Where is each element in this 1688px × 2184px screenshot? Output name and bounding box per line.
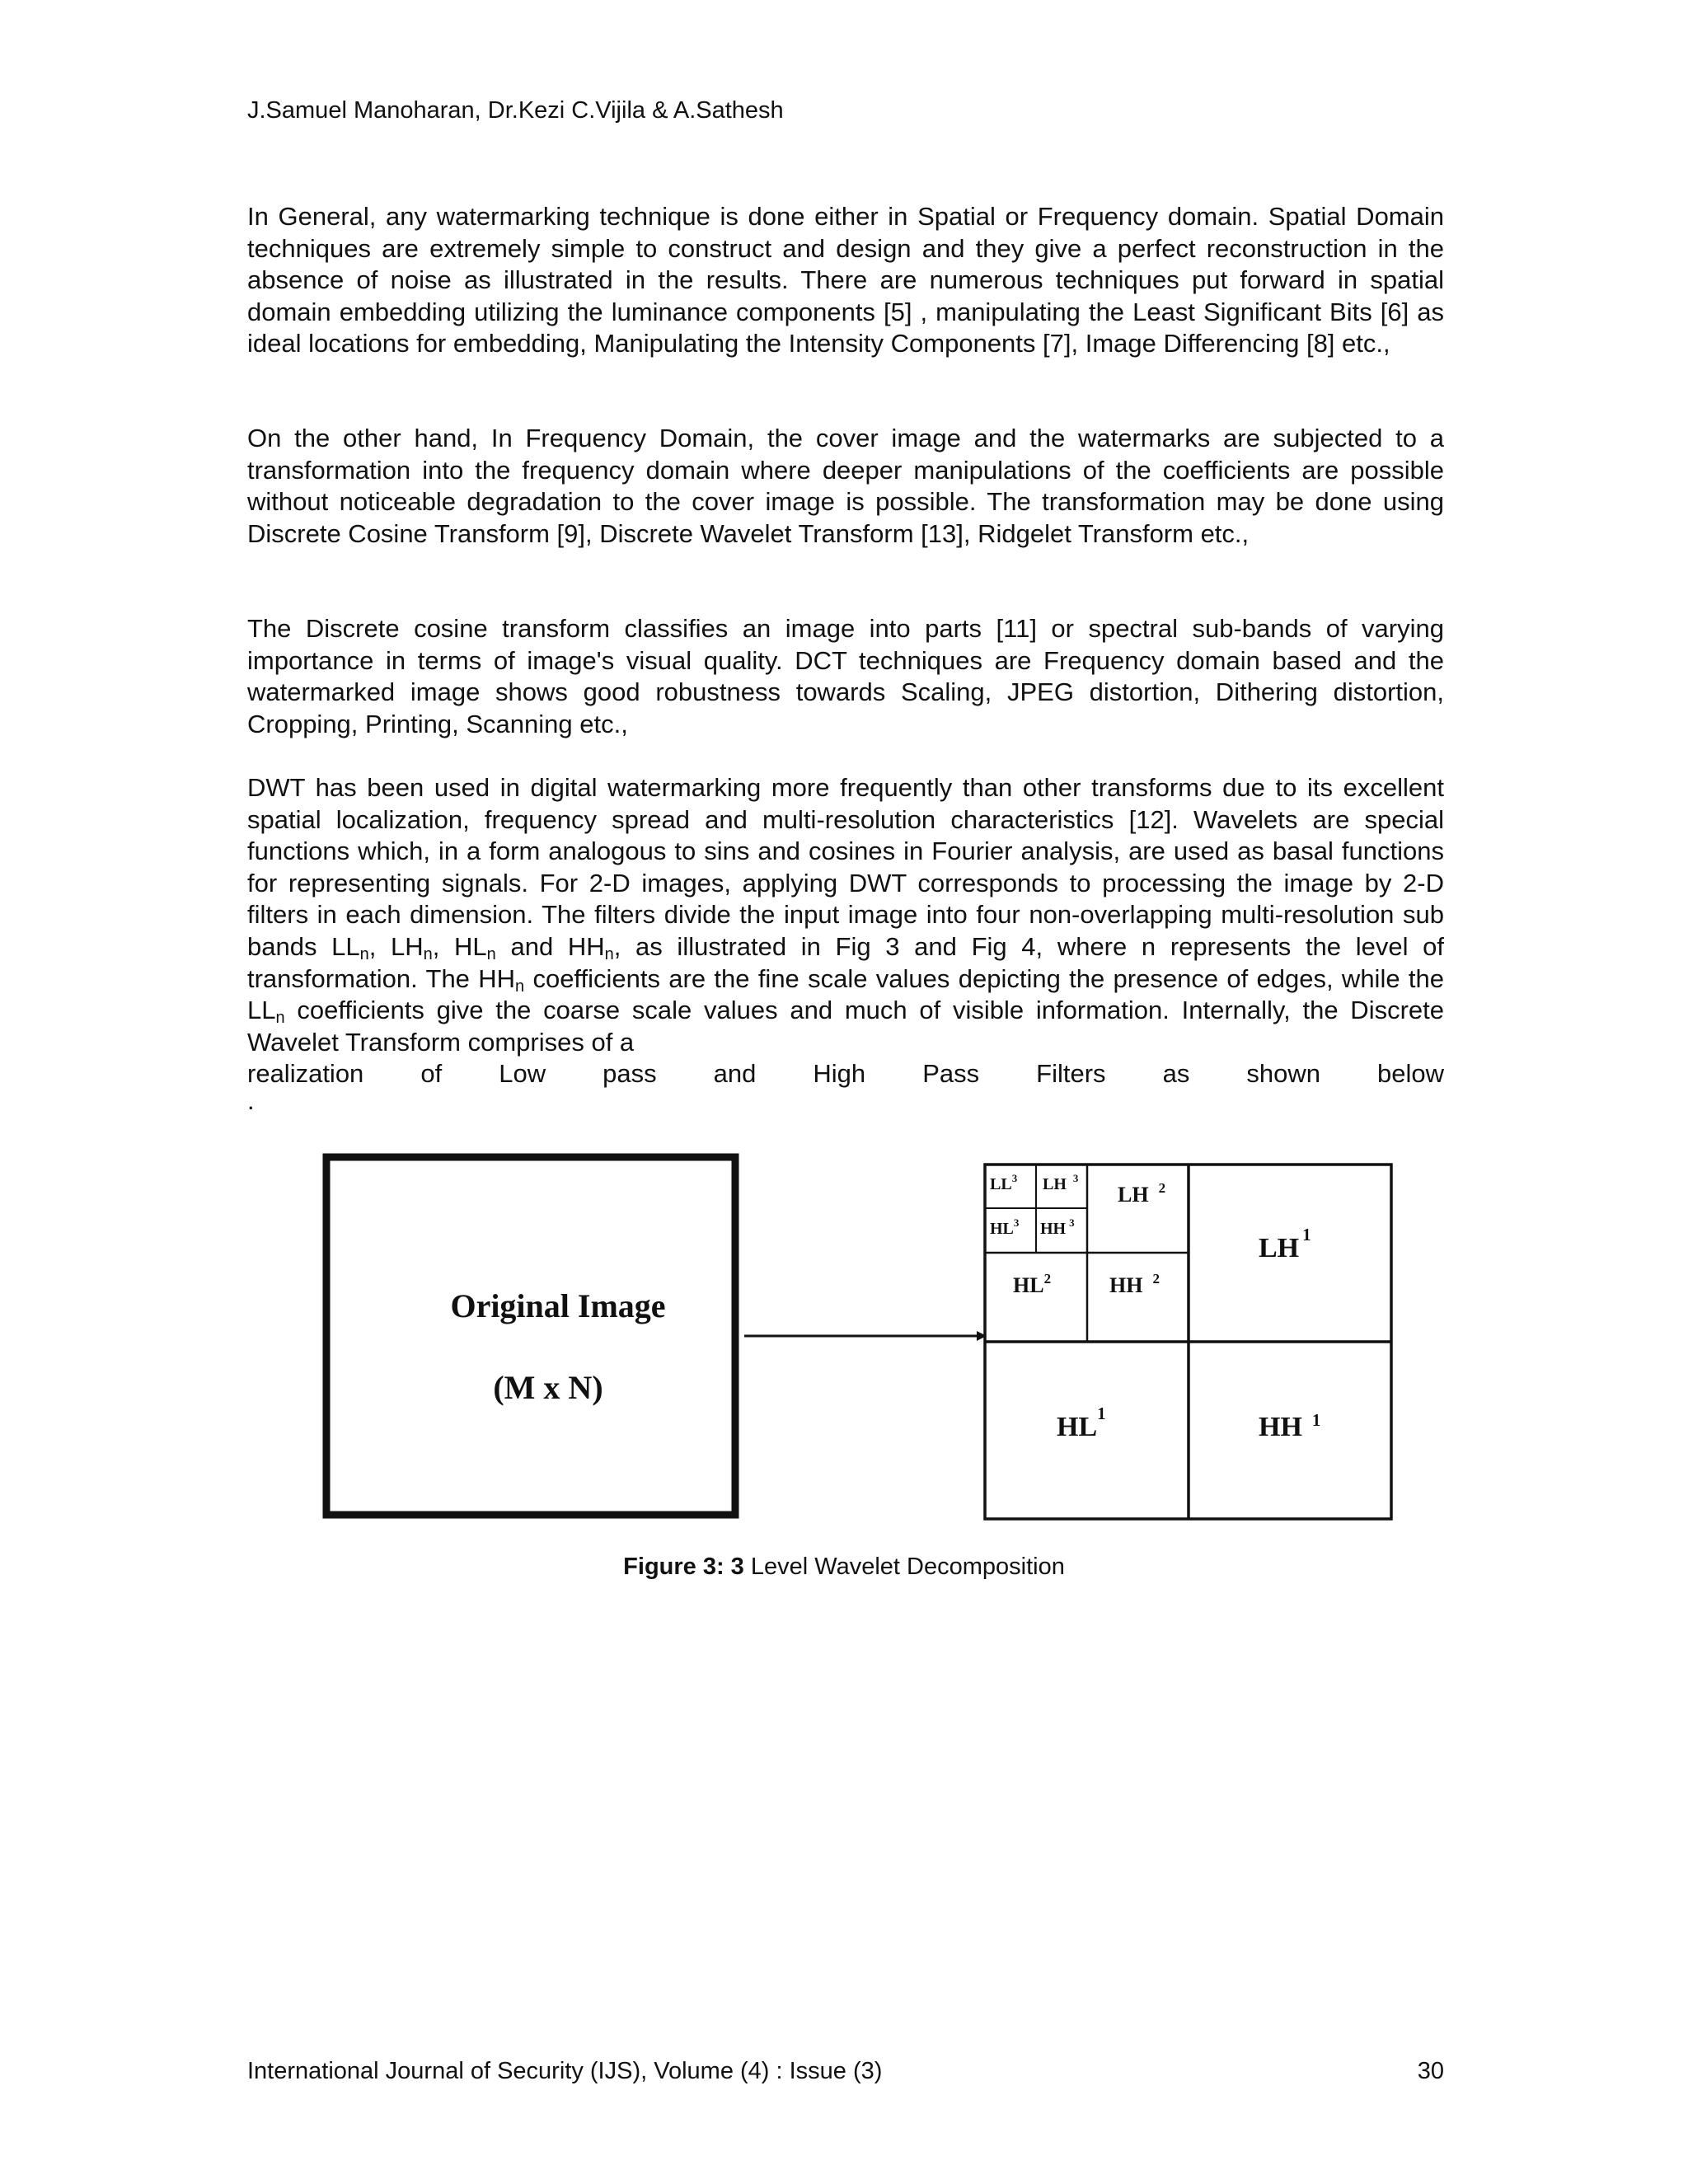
figure-caption-text: Level Wavelet Decomposition [743, 1554, 1065, 1580]
dwt-text-3: coefficients are the fine scale values depicting the presence of edges, while the LL [247, 963, 1444, 1025]
original-image-dims: (M x N) [493, 1369, 603, 1406]
page-number: 30 [1417, 2058, 1444, 2084]
dwt-text-4: coefficients give the coarse scale values and much of visible information. Internally, the Discrete Wavelet Transform comprises of a [247, 996, 1444, 1057]
subscript-n: n [359, 944, 369, 963]
dwt-sep-1: , LH [368, 931, 424, 961]
band-label-ll3: $LL^3$ [990, 1172, 1018, 1193]
band-label-lh2: LH $^2$ [1118, 1180, 1166, 1207]
band-label-hl3: $HL^3$ [990, 1216, 1020, 1238]
dwt-text-2: , as illustrated in Fig 3 and Fig 4, where n represents the level of transformation. The HH [247, 931, 1444, 993]
band-label-hh1: HH $^1$ [1259, 1410, 1321, 1442]
band-label-hh3: HH $^3$ [1040, 1216, 1075, 1238]
dwt-sep-3: and HH [495, 931, 605, 961]
band-label-hh2: HH $^2$ [1109, 1271, 1160, 1297]
running-header: J.Samuel Manoharan, Dr.Kezi C.Vijila & A.Sathesh [247, 97, 784, 124]
paragraph-dct: The Discrete cosine transform classifies an image into parts [11] or spectral sub-bands of varying importance in terms of image's visual quality. DCT techniques are Frequency domain based and the watermarked image shows good robustness towards Scaling, JPEG distortion, Dithering distortion, Cropping, Printing, Scanning etc., [247, 614, 1444, 738]
subscript-n: n [275, 1009, 285, 1028]
figure-caption [0, 1554, 1688, 1581]
dwt-last-line: realization of Low pass and High Pass Filters as shown below [247, 1059, 1444, 1089]
figure-caption-label: Figure 3: 3 [623, 1554, 744, 1580]
band-label-lh3: LH $^3$ [1043, 1172, 1079, 1193]
original-image-title: Original Image [450, 1287, 666, 1324]
subscript-n: n [515, 977, 525, 996]
subscript-n: n [486, 944, 496, 963]
band-label-lh1: LH $^1$ [1259, 1225, 1311, 1263]
paragraph-frequency-domain: On the other hand, In Frequency Domain, the cover image and the watermarks are subjected to a transformation into the frequency domain where deeper manipulations of the coefficients are possible without noticeable degradation to the cover image is possible. The transformation may be done using Discrete Cosine Transform [9], Discrete Wavelet Transform [13], Ridgelet Transform etc., [247, 424, 1444, 548]
trailing-period: . [247, 1086, 255, 1115]
band-label-hl1: $HL^1$ [1057, 1404, 1106, 1442]
subscript-n: n [423, 944, 433, 963]
paragraph-spatial-frequency: In General, any watermarking technique is done either in Spatial or Frequency domain. Spatial Domain techniques are extremely simple to construct and design and they give a perfect reconstruction in the absence of noise as illustrated in the results. There are numerous techniques put forward in spatial domain embedding utilizing the luminance components [5] , manipulating the Least Significant Bits [6] as ideal locations for embedding, Manipulating the Intensity Components [7], Image Differencing [8] etc., [247, 202, 1444, 359]
original-image-box [326, 1157, 735, 1515]
dwt-sep-2: , HL [432, 931, 487, 961]
subscript-n: n [604, 944, 614, 963]
dwt-text-1: DWT has been used in digital watermarking more frequently than other transforms due to its excellent spatial localization, frequency spread and multi-resolution characteristics [12]. Wavelets are special functions which, in a form analogous to sins and cosines in Fourier analysis, are used as basal functions for representing signals. For 2-D images, applying DWT corresponds to processing the image by 2-D filters in each dimension. The filters divide the input image into four non-overlapping multi-resolution sub bands LL [247, 773, 1444, 961]
band-label-hl2: $HL^2$ [1013, 1271, 1052, 1297]
journal-footer: International Journal of Security (IJS), Volume (4) : Issue (3) [247, 2058, 883, 2084]
